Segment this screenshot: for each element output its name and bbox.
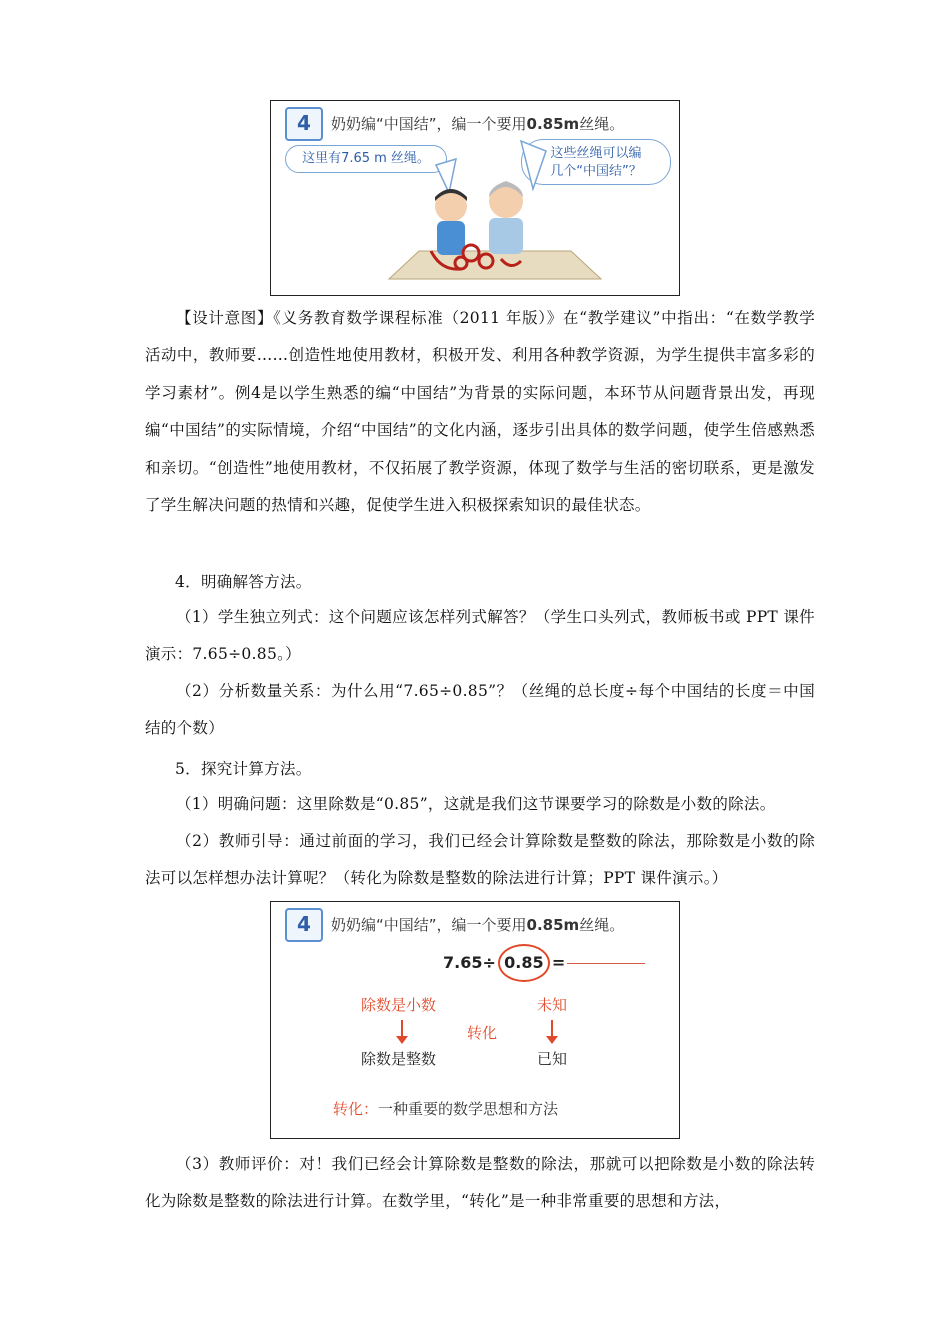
label-divisor-integer: 除数是整数: [361, 1050, 437, 1068]
problem-statement: 奶奶编“中国结”，编一个要用0.85m丝绳。: [331, 115, 625, 133]
step-5-paragraph: （3）教师评价：对！我们已经会计算除数是整数的除法，那就可以把除数是小数的除法转化为除数是整数的除法进行计算。在数学里，“转化”是一种非常重要的思想和方法，: [145, 1155, 815, 1211]
arrow-down-left-icon: [401, 1020, 403, 1038]
example-number-badge: 4: [285, 107, 323, 141]
label-unknown: 未知: [537, 996, 568, 1014]
division-formula: 7.65÷ 0.85 =: [443, 944, 645, 982]
example-4-illustration: [270, 100, 680, 296]
bubble-tail-right: [521, 141, 546, 189]
step-3-paragraph: （1）明确问题：这里除数是“0.85”，这就是我们这节课要学习的除数是小数的除法。: [176, 795, 776, 813]
transformation-diagram: [270, 901, 680, 1139]
arrow-down-right-icon: [551, 1020, 553, 1038]
answer-blank: [567, 963, 645, 964]
problem-statement: 奶奶编“中国结”，编一个要用0.85m丝绳。: [331, 916, 625, 934]
label-transform: 转化: [467, 1024, 498, 1042]
label-known: 已知: [537, 1050, 568, 1068]
step-4-paragraph: （2）教师引导：通过前面的学习，我们已经会计算除数是整数的除法，那除数是小数的除法可以怎样想办法计算呢？（转化为除数是整数的除法进行计算；PPT 课件演示。）: [145, 832, 815, 888]
label-divisor-decimal: 除数是小数: [361, 996, 437, 1014]
circled-divisor: 0.85: [498, 944, 550, 982]
bubble-tail-left: [436, 159, 456, 193]
speech-bubble-grandma: 这些丝绳可以编 几个“中国结”？: [521, 139, 671, 185]
grandma-shirt: [489, 218, 523, 254]
characters-illustration: [271, 101, 681, 297]
speech-bubble-boy: 这里有7.65 m 丝绳。: [285, 145, 447, 173]
diagram-footer: 转化：一种重要的数学思想和方法: [333, 1100, 559, 1118]
boy-shirt: [437, 221, 465, 255]
design-intent-paragraph: 【设计意图】《义务教育数学课程标准（2011 年版）》在“教学建议”中指出：“在数学教学活动中，教师要……创造性地使用教材，积极开发、利用各种教学资源，为学生提供丰富多彩的学习素材”。例4是以学生熟悉的编“中国结”为背景的实际问题，本环节从问题背景出发，再现编“中国结”的实际情境，介绍“中国结”的文化内涵，逐步引出具体的数学问题，使学生倍感熟悉和亲切。“创造性”地使用教材，不仅拓展了教学资源，体现了数学与生活的密切联系，更是激发了学生解决问题的热情和兴趣，促使学生进入积极探索知识的最佳状态。: [145, 309, 815, 515]
section-heading-5: 5．探究计算方法。: [175, 760, 312, 778]
step-1-paragraph: （1）学生独立列式：这个问题应该怎样列式解答？（学生口头列式，教师板书或 PPT 课件演示：7.65÷0.85。）: [145, 608, 815, 664]
step-2-paragraph: （2）分析数量关系：为什么用“7.65÷0.85”？（丝绳的总长度÷每个中国结的长度＝中国结的个数）: [145, 682, 815, 738]
example-number-badge: 4: [285, 908, 323, 942]
table: [389, 251, 601, 279]
section-heading-4: 4．明确解答方法。: [175, 573, 312, 591]
